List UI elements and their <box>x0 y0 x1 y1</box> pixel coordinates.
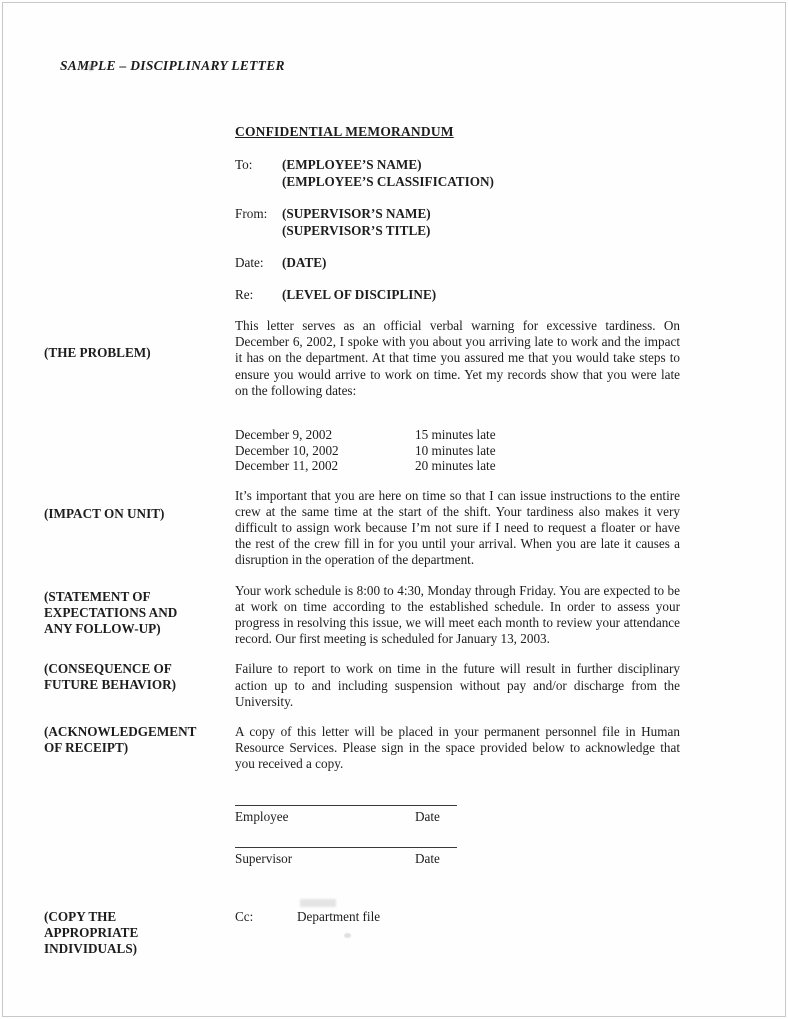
cc-label: Cc: <box>235 908 254 924</box>
tardiness-date: December 10, 2002 <box>235 442 339 458</box>
table-row <box>235 427 680 443</box>
employee-name-placeholder: (EMPLOYEE’S NAME) <box>282 157 422 172</box>
memo-field-date <box>235 254 680 271</box>
cc-block <box>235 909 680 957</box>
section-expectations <box>44 583 680 648</box>
employee-date-label: Date <box>415 808 440 824</box>
supervisor-signature-line <box>235 847 457 848</box>
problem-paragraph: This letter serves as an official verbal warning for excessive tardiness. On December 6, 2002, I spoke with you about you arriving late to work and the impact it has on the department. At that time you assured me that you would take steps to ensure you would arrive to work on time. Yet my records show that you were late on the following dates: <box>235 318 680 398</box>
supervisor-date-label: Date <box>415 850 440 866</box>
memo-title: CONFIDENTIAL MEMORANDUM <box>235 124 454 139</box>
from-label: From: <box>235 206 268 221</box>
label-line: (COPY THE <box>44 908 117 924</box>
tardiness-date: December 9, 2002 <box>235 427 333 443</box>
memo-field-to <box>235 156 680 190</box>
employee-signature-labels <box>235 809 680 825</box>
supervisor-signature-block <box>235 847 680 867</box>
section-impact <box>44 488 680 569</box>
date-label: Date: <box>235 255 264 270</box>
document-heading: SAMPLE – DISCIPLINARY LETTER <box>60 58 285 73</box>
margin-label-problem: (THE PROBLEM) <box>44 345 151 360</box>
label-line: OF RECEIPT) <box>44 739 129 755</box>
margin-label-copy-individuals <box>44 909 235 957</box>
date-value: (DATE) <box>282 255 327 270</box>
label-line: INDIVIDUALS) <box>44 940 138 956</box>
expectations-paragraph: Your work schedule is 8:00 to 4:30, Monday through Friday. You are expected to be at work on time according to the established schedule. In order to assess your progress in resolving this issue, we will meet each month to review your attendance record. Our first meeting is scheduled for January 13, 2003. <box>235 582 680 647</box>
consequence-paragraph: Failure to report to work on time in the future will result in further disciplinary action up to and including suspension without pay and/or discharge from the University. <box>235 661 680 709</box>
scan-speck-artifact <box>344 933 351 938</box>
margin-label-expectations <box>44 583 235 648</box>
table-row <box>235 443 680 459</box>
label-line: ANY FOLLOW-UP) <box>44 620 161 636</box>
cc-value: Department file <box>297 908 381 924</box>
memo-field-re <box>235 286 680 303</box>
margin-label-consequence <box>44 661 235 710</box>
employee-signature-line <box>235 805 457 806</box>
label-line: (STATEMENT OF <box>44 588 151 604</box>
table-row <box>235 458 680 474</box>
margin-label-impact: (IMPACT ON UNIT) <box>44 505 165 521</box>
re-value: (LEVEL OF DISCIPLINE) <box>282 287 437 302</box>
impact-paragraph: It’s important that you are here on time so that I can issue instructions to the entire crew at the same time at the start of the shift. Your tardiness also makes it very difficult to assign work because I’m not sure if I need to request a floater or have the rest of the crew fill in for you until your arrival. When you are late it causes a disruption in the operation of the department. <box>235 487 680 568</box>
from-value <box>282 205 431 239</box>
tardiness-dates-section <box>44 413 680 474</box>
section-problem <box>44 318 680 399</box>
label-line: (ACKNOWLEDGEMENT <box>44 723 197 739</box>
acknowledgement-paragraph: A copy of this letter will be placed in your permanent personnel file in Human Resource Services. Please sign in the space provided below to acknowledge that you received a copy. <box>235 723 680 772</box>
document-body <box>0 124 788 957</box>
scan-speck-artifact <box>88 64 94 71</box>
to-value <box>282 156 494 190</box>
tardiness-minutes: 15 minutes late <box>415 427 496 443</box>
label-line: APPROPRIATE <box>44 924 139 940</box>
re-label: Re: <box>235 287 254 302</box>
label-line: (CONSEQUENCE OF <box>44 661 172 677</box>
tardiness-date: December 11, 2002 <box>235 458 339 474</box>
employee-signature-block <box>235 805 680 825</box>
signature-section <box>44 787 680 867</box>
employee-classification-placeholder: (EMPLOYEE’S CLASSIFICATION) <box>282 174 494 189</box>
signature-area <box>235 805 680 867</box>
to-label: To: <box>235 157 253 172</box>
tardiness-minutes: 10 minutes late <box>415 442 496 458</box>
empty-label-cell <box>44 413 235 474</box>
margin-label-acknowledgement <box>44 724 235 773</box>
label-line: FUTURE BEHAVIOR) <box>44 677 177 693</box>
tardiness-dates-table <box>235 427 680 474</box>
tardiness-minutes: 20 minutes late <box>415 458 496 474</box>
label-line: EXPECTATIONS AND <box>44 604 178 620</box>
supervisor-signature-labels <box>235 851 680 867</box>
memo-header-fields <box>235 156 680 303</box>
supervisor-name-placeholder: (SUPERVISOR’S NAME) <box>282 206 431 221</box>
section-copy-individuals <box>44 909 680 957</box>
faded-text-artifact <box>300 899 336 907</box>
employee-signature-label: Employee <box>235 808 289 824</box>
memo-field-from <box>235 205 680 239</box>
empty-label-cell <box>44 787 235 867</box>
section-acknowledgement <box>44 724 680 773</box>
supervisor-title-placeholder: (SUPERVISOR’S TITLE) <box>282 223 431 238</box>
supervisor-signature-label: Supervisor <box>235 850 293 866</box>
section-consequence <box>44 661 680 710</box>
